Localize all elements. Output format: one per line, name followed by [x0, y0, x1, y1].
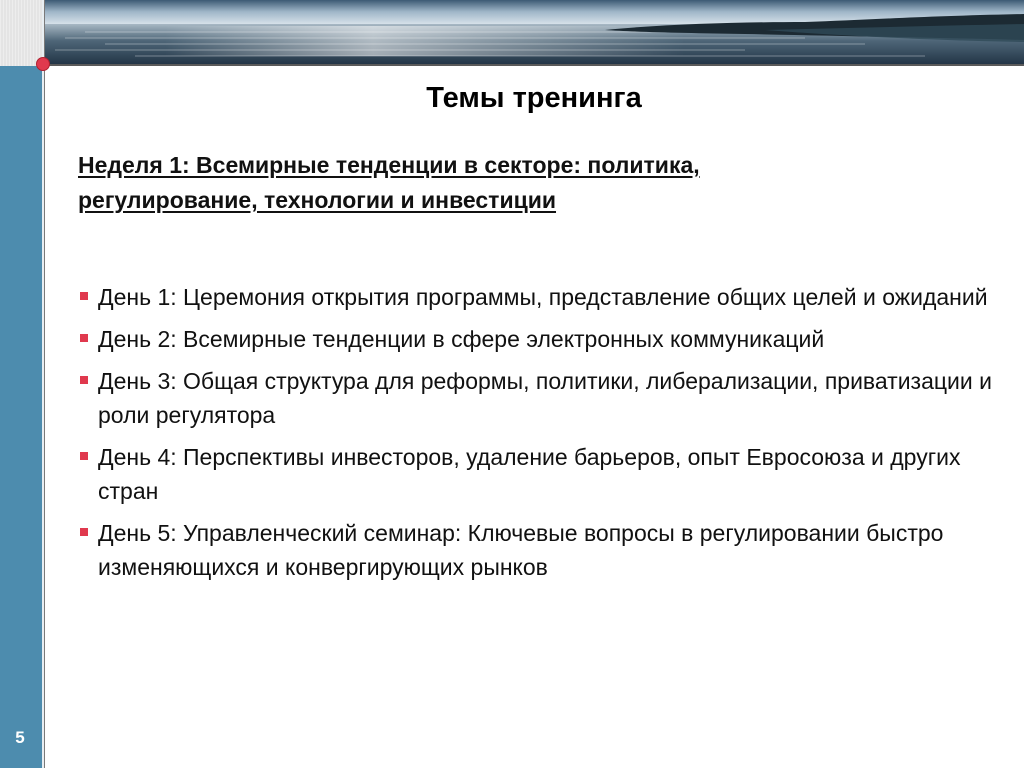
- bullet-square-icon: [80, 376, 88, 384]
- slide-title: Темы тренинга: [426, 82, 642, 114]
- bullet-square-icon: [80, 528, 88, 536]
- day-text: День 1: Церемония открытия программы, представление общих целей и ожиданий: [98, 284, 988, 310]
- list-item: [78, 322, 1008, 356]
- header-accent-dot: [36, 57, 50, 71]
- list-item: [78, 364, 1008, 432]
- list-item: [78, 516, 1008, 584]
- header-divider-line: [44, 64, 1024, 66]
- day-list: [78, 280, 1008, 592]
- bullet-square-icon: [80, 452, 88, 460]
- bullet-square-icon: [80, 334, 88, 342]
- list-item: [78, 440, 1008, 508]
- day-text: День 3: Общая структура для реформы, политики, либерализации, приватизации и роли регулятора: [98, 368, 992, 428]
- list-item: [78, 280, 1008, 314]
- sidebar-top-panel: [0, 0, 44, 66]
- page-number: 5: [15, 728, 25, 747]
- day-text: День 5: Управленческий семинар: Ключевые вопросы в регулировании быстро изменяющихся и конвергирующих рынков: [98, 520, 944, 580]
- week-heading-text: Неделя 1: Всемирные тенденции в секторе: политика, регулирование, технологии и инвестиции: [78, 152, 700, 213]
- sidebar-strip: [0, 66, 44, 768]
- bullet-square-icon: [80, 292, 88, 300]
- day-text: День 2: Всемирные тенденции в сфере электронных коммуникаций: [98, 326, 825, 352]
- sea-banner-image: [45, 0, 1024, 66]
- day-text: День 4: Перспективы инвесторов, удаление барьеров, опыт Евросоюза и других стран: [98, 444, 961, 504]
- week-heading: [78, 148, 878, 218]
